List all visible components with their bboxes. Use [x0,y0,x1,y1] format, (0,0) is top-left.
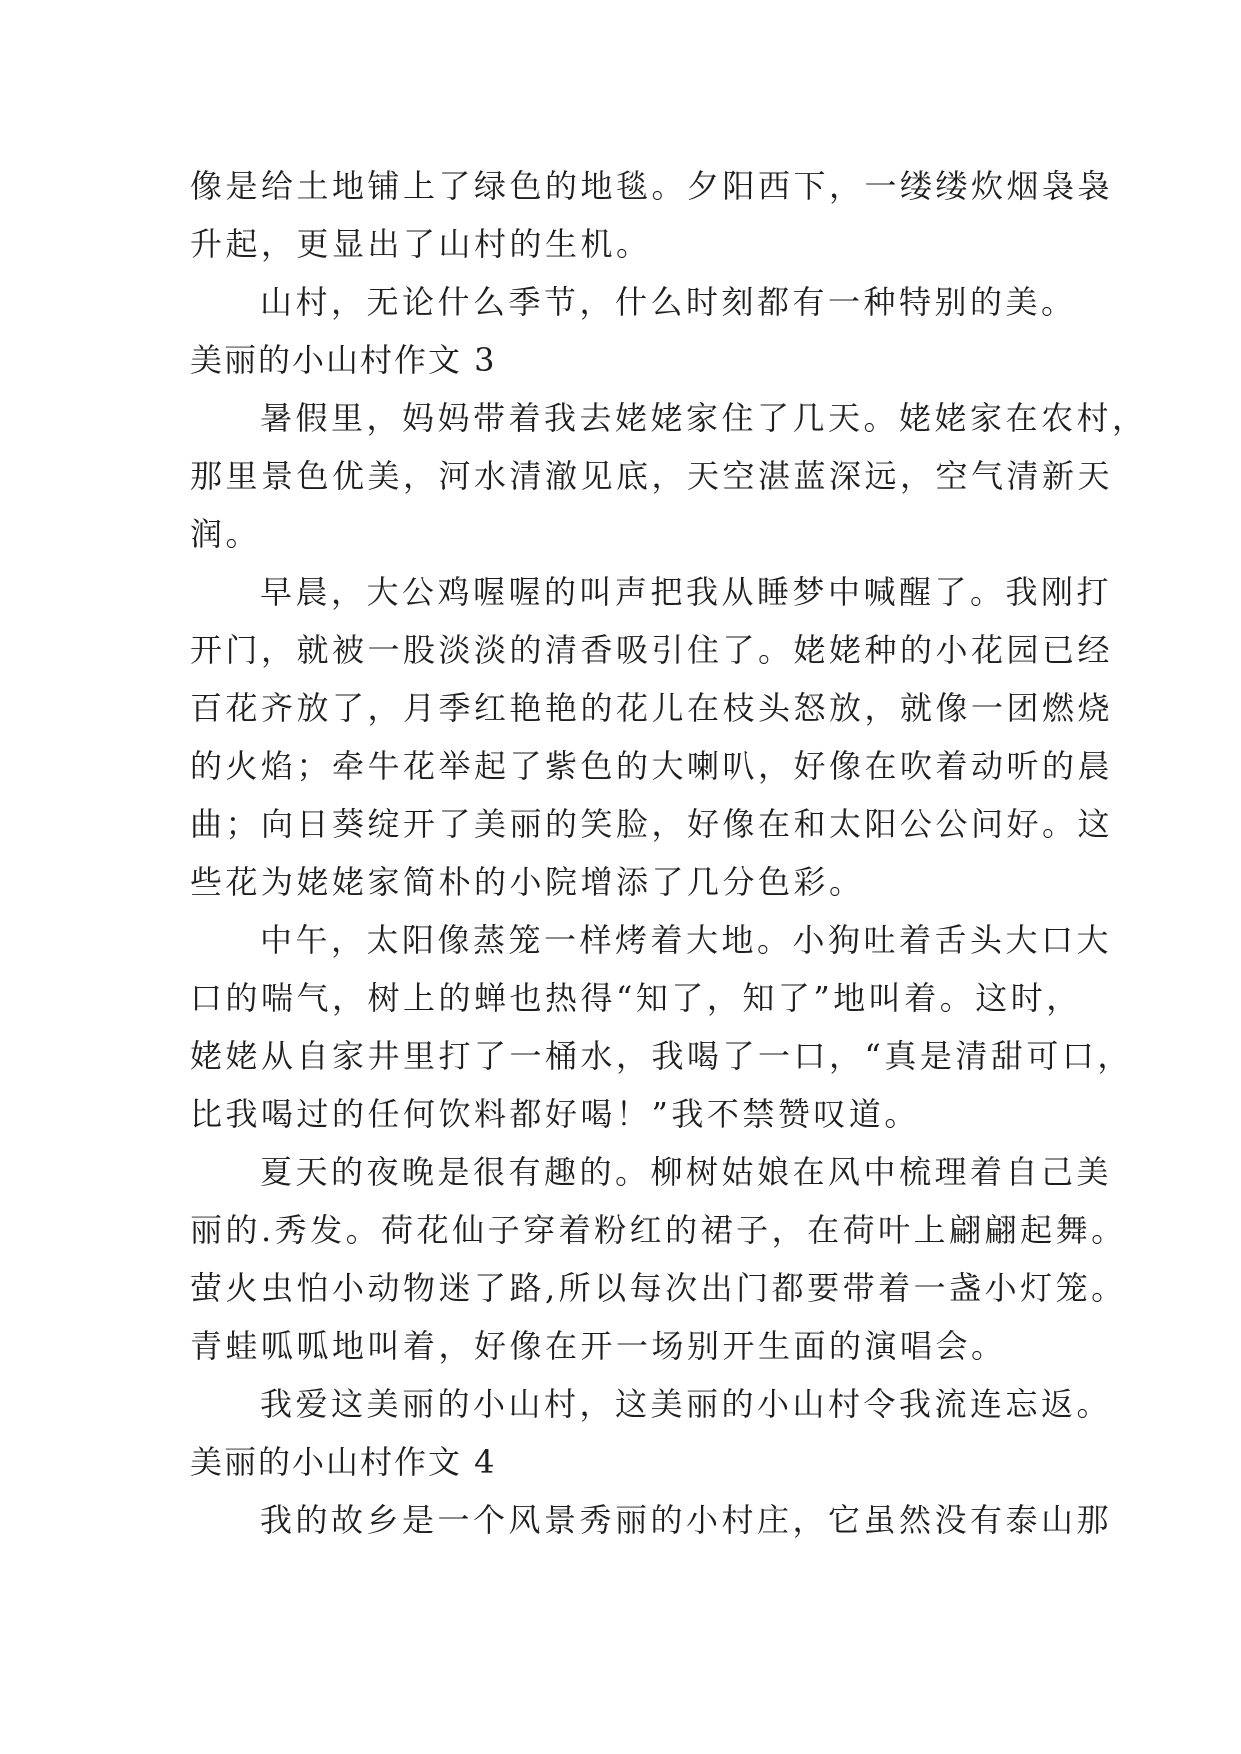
text-line: 那里景色优美，河水清澈见底，天空湛蓝深远，空气清新天 [190,457,1114,495]
text-line: 丽的.秀发。荷花仙子穿着粉红的裙子，在荷叶上翩翩起舞。 [190,1211,1127,1249]
text-line: 百花齐放了，月季红艳艳的花儿在枝头怒放，就像一团燃烧 [190,689,1114,727]
text-line: 曲；向日葵绽开了美丽的笑脸，好像在和太阳公公问好。这 [190,805,1114,843]
paragraph-start: 夏天的夜晚是很有趣的。柳树姑娘在风中梳理着自己美 [260,1153,1113,1191]
text-line: 比我喝过的任何饮料都好喝！”我不禁赞叹道。 [190,1095,920,1133]
essay-text [190,157,1148,1549]
paragraph-start: 中午，太阳像蒸笼一样烤着大地。小狗吐着舌头大口大 [260,921,1113,959]
paragraph-start: 暑假里，妈妈带着我去姥姥家住了几天。姥姥家在农村， [260,399,1148,437]
text-line: 青蛙呱呱地叫着，好像在开一场别开生面的演唱会。 [190,1327,1007,1365]
paragraph-start: 山村，无论什么季节，什么时刻都有一种特别的美。 [260,283,1077,321]
paragraph-start: 我的故乡是一个风景秀丽的小村庄，它虽然没有泰山那 [260,1501,1113,1539]
text-line: 开门，就被一股淡淡的清香吸引住了。姥姥种的小花园已经 [190,631,1114,669]
paragraph-start: 早晨，大公鸡喔喔的叫声把我从睡梦中喊醒了。我刚打 [260,573,1113,611]
section-heading: 美丽的小山村作文 4 [190,1443,497,1481]
paragraph-start: 我爱这美丽的小山村，这美丽的小山村令我流连忘返。 [260,1385,1113,1423]
text-line: 的火焰；牵牛花举起了紫色的大喇叭，好像在吹着动听的晨 [190,747,1114,785]
text-line: 萤火虫怕小动物迷了路,所以每次出门都要带着一盏小灯笼。 [190,1269,1127,1307]
text-line: 升起，更显出了山村的生机。 [190,225,652,263]
text-line: 润。 [190,515,262,553]
text-line: 像是给土地铺上了绿色的地毯。夕阳西下，一缕缕炊烟袅袅 [190,167,1114,205]
text-line: 些花为姥姥家简朴的小院增添了几分色彩。 [190,863,865,901]
section-heading: 美丽的小山村作文 3 [190,341,497,379]
text-line: 姥姥从自家井里打了一桶水，我喝了一口，“真是清甜可口， [190,1037,1133,1075]
text-line: 口的喘气，树上的蝉也热得“知了，知了”地叫着。这时， [190,979,1082,1017]
